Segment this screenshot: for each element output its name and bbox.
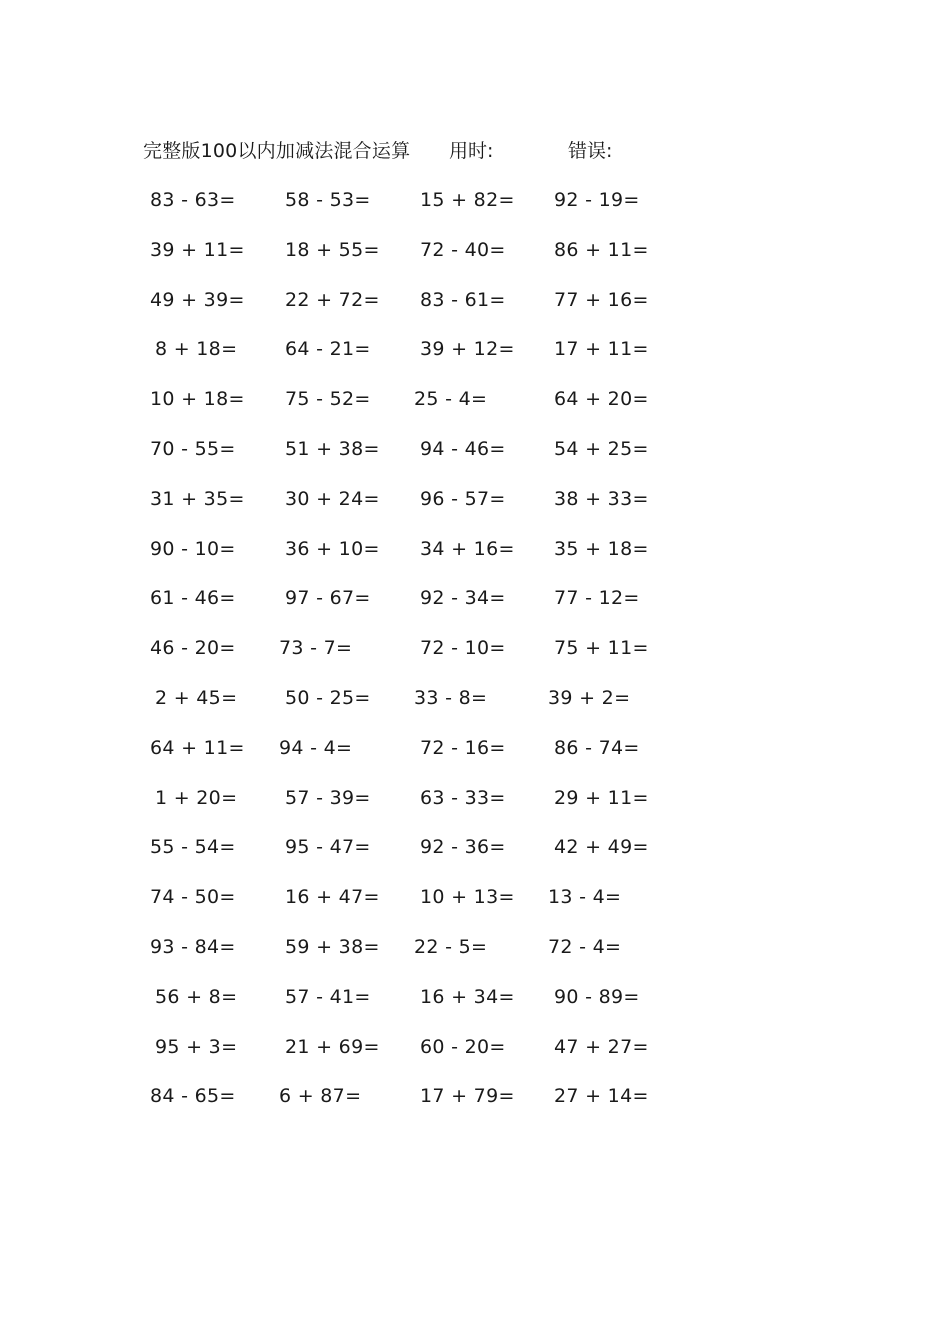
math-problem: 61 - 46=: [150, 587, 236, 610]
math-problem: 15 + 82=: [420, 189, 515, 211]
math-problem: 38 + 33=: [554, 487, 649, 510]
problem-row: [0, 335, 950, 385]
problem-row: [0, 933, 950, 983]
math-problem: 54 + 25=: [554, 437, 649, 460]
math-problem: 49 + 39=: [150, 288, 245, 311]
math-problem: 94 - 4=: [279, 736, 353, 759]
math-problem: 83 - 63=: [150, 189, 236, 211]
math-problem: 39 + 2=: [548, 686, 631, 709]
math-problem: 92 - 36=: [420, 836, 506, 859]
math-problem: 46 - 20=: [150, 637, 236, 660]
math-problem: 27 + 14=: [554, 1085, 649, 1108]
math-problem: 36 + 10=: [285, 537, 380, 560]
problem-row: [0, 734, 950, 784]
math-problem: 77 + 16=: [554, 288, 649, 311]
problem-row: [0, 485, 950, 535]
math-problem: 93 - 84=: [150, 935, 236, 958]
math-problem: 13 - 4=: [548, 886, 622, 909]
math-problem: 86 + 11=: [554, 238, 649, 261]
math-problem: 59 + 38=: [285, 935, 380, 958]
math-problem: 25 - 4=: [414, 388, 488, 411]
math-problem: 16 + 47=: [285, 886, 380, 909]
worksheet-header: [0, 137, 950, 165]
problem-row: [0, 784, 950, 834]
math-problem: 35 + 18=: [554, 537, 649, 560]
math-problem: 72 - 10=: [420, 637, 506, 660]
math-problem: 31 + 35=: [150, 487, 245, 510]
math-problem: 2 + 45=: [155, 686, 238, 709]
math-problem: 94 - 46=: [420, 437, 506, 460]
math-problem: 22 + 72=: [285, 288, 380, 311]
problem-row: [0, 983, 950, 1033]
math-problem: 64 - 21=: [285, 338, 371, 361]
math-problem: 84 - 65=: [150, 1085, 236, 1108]
math-problem: 34 + 16=: [420, 537, 515, 560]
math-problem: 74 - 50=: [150, 886, 236, 909]
math-problem: 72 - 40=: [420, 238, 506, 261]
math-problem: 92 - 19=: [554, 189, 640, 211]
math-problem: 39 + 11=: [150, 238, 245, 261]
math-problem: 75 - 52=: [285, 388, 371, 411]
math-problem: 21 + 69=: [285, 1035, 380, 1058]
problem-row: [0, 584, 950, 634]
math-problem: 72 - 16=: [420, 736, 506, 759]
math-problem: 70 - 55=: [150, 437, 236, 460]
math-problem: 60 - 20=: [420, 1035, 506, 1058]
math-problem: 83 - 61=: [420, 288, 506, 311]
problem-row: [0, 535, 950, 585]
math-problem: 50 - 25=: [285, 686, 371, 709]
problem-row: [0, 385, 950, 435]
problem-row: [0, 1082, 950, 1132]
math-problem: 77 - 12=: [554, 587, 640, 610]
math-problem: 16 + 34=: [420, 985, 515, 1008]
math-problem: 90 - 10=: [150, 537, 236, 560]
error-count-label: 错误:: [568, 140, 613, 162]
math-problem: 56 + 8=: [155, 985, 238, 1008]
math-problem: 22 - 5=: [414, 935, 488, 958]
math-problem: 64 + 20=: [554, 388, 649, 411]
math-problem: 47 + 27=: [554, 1035, 649, 1058]
math-problem: 29 + 11=: [554, 786, 649, 809]
math-problem: 57 - 41=: [285, 985, 371, 1008]
math-problem: 57 - 39=: [285, 786, 371, 809]
worksheet-title: 完整版100以内加减法混合运算: [143, 140, 411, 162]
math-problem: 6 + 87=: [279, 1085, 362, 1108]
math-problem: 63 - 33=: [420, 786, 506, 809]
time-used-label: 用时:: [449, 140, 494, 162]
math-problem: 72 - 4=: [548, 935, 622, 958]
problem-row: [0, 186, 950, 236]
math-problem: 10 + 13=: [420, 886, 515, 909]
math-problem: 39 + 12=: [420, 338, 515, 361]
problem-row: [0, 236, 950, 286]
math-problem: 1 + 20=: [155, 786, 238, 809]
math-problem: 64 + 11=: [150, 736, 245, 759]
problem-row: [0, 435, 950, 485]
math-problem: 95 + 3=: [155, 1035, 238, 1058]
math-problem: 95 - 47=: [285, 836, 371, 859]
math-problem: 17 + 11=: [554, 338, 649, 361]
math-problem: 8 + 18=: [155, 338, 238, 361]
math-problem: 90 - 89=: [554, 985, 640, 1008]
math-problem: 73 - 7=: [279, 637, 353, 660]
math-problem: 42 + 49=: [554, 836, 649, 859]
problem-row: [0, 883, 950, 933]
math-problem: 10 + 18=: [150, 388, 245, 411]
problem-grid: [0, 186, 950, 1132]
math-problem: 86 - 74=: [554, 736, 640, 759]
math-problem: 75 + 11=: [554, 637, 649, 660]
math-problem: 51 + 38=: [285, 437, 380, 460]
math-problem: 18 + 55=: [285, 238, 380, 261]
math-problem: 30 + 24=: [285, 487, 380, 510]
math-problem: 58 - 53=: [285, 189, 371, 211]
math-problem: 17 + 79=: [420, 1085, 515, 1108]
math-problem: 97 - 67=: [285, 587, 371, 610]
problem-row: [0, 634, 950, 684]
math-problem: 96 - 57=: [420, 487, 506, 510]
math-problem: 92 - 34=: [420, 587, 506, 610]
math-problem: 33 - 8=: [414, 686, 488, 709]
problem-row: [0, 684, 950, 734]
problem-row: [0, 833, 950, 883]
problem-row: [0, 1033, 950, 1083]
problem-row: [0, 286, 950, 336]
math-problem: 55 - 54=: [150, 836, 236, 859]
